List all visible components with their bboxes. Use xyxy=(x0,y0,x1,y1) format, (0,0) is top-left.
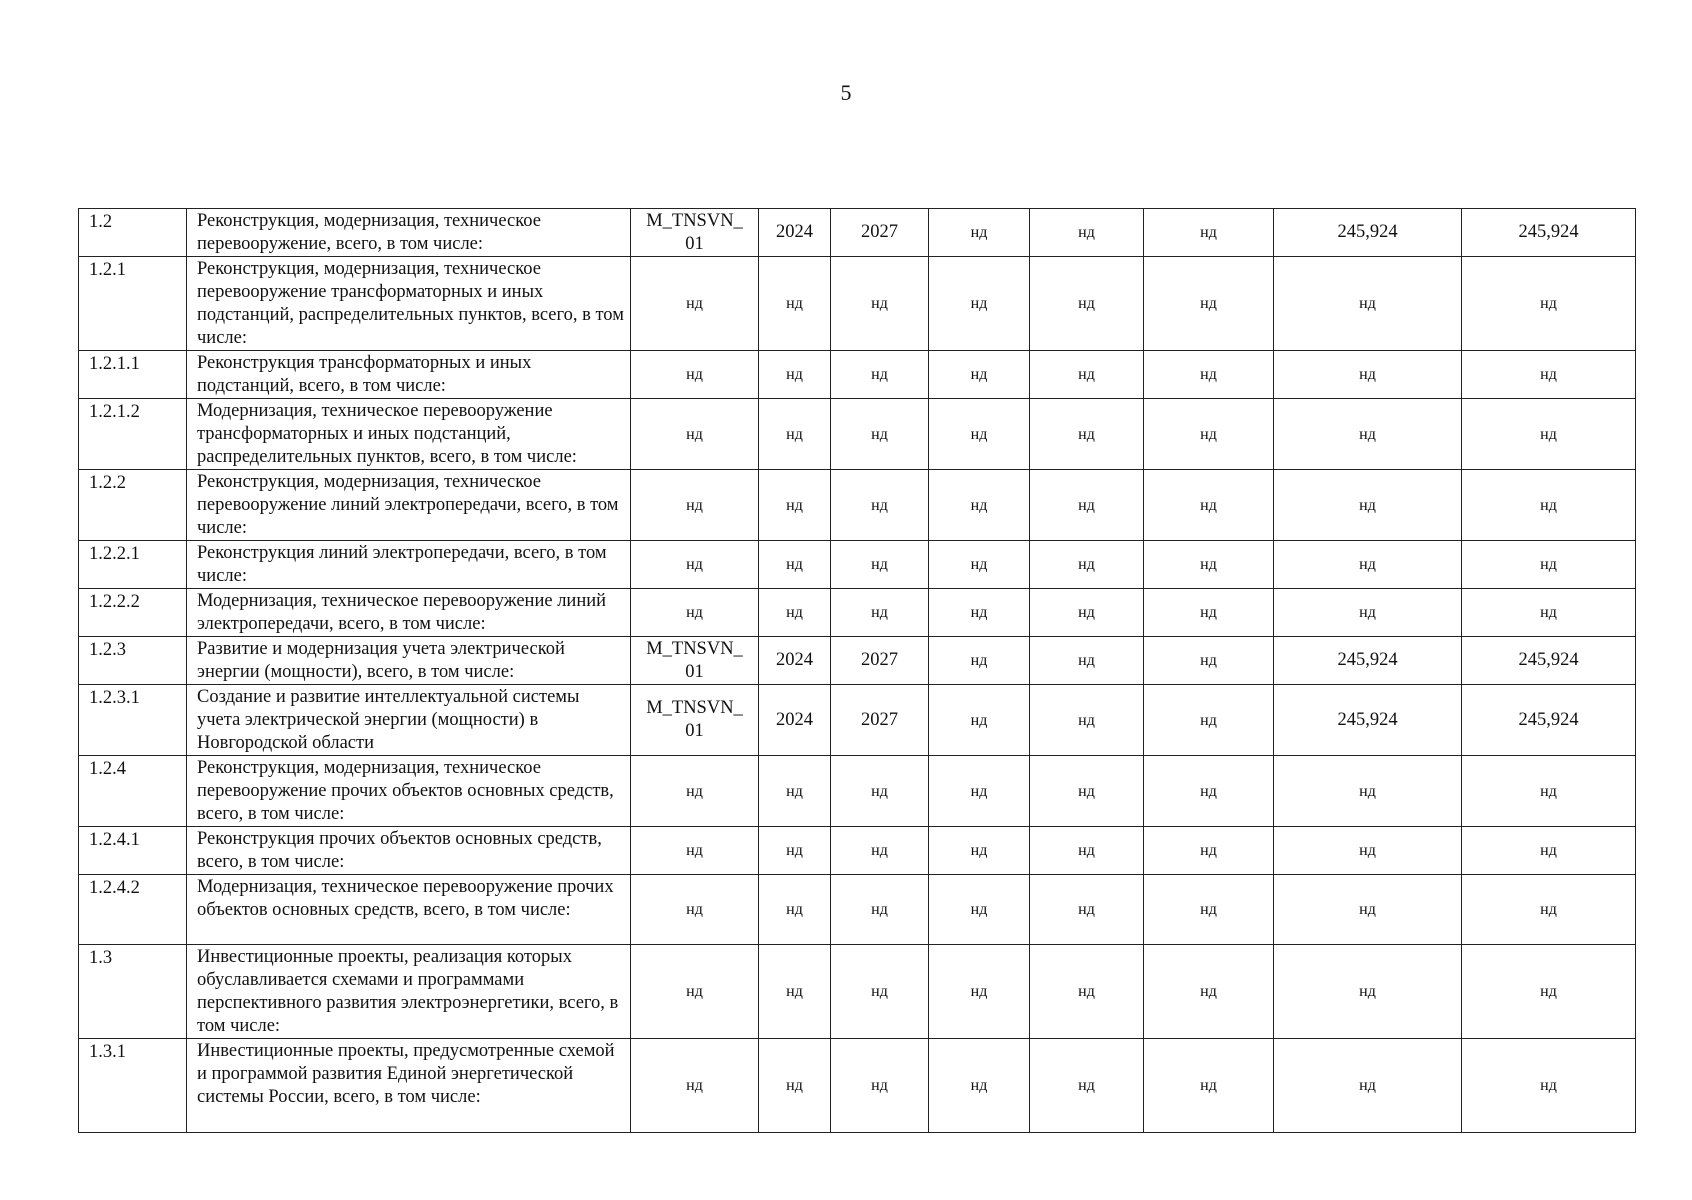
row-number: 1.2 xyxy=(79,209,187,257)
row-cell-2: нд xyxy=(1030,399,1144,470)
row-year-end: нд xyxy=(831,756,929,827)
row-number: 1.3.1 xyxy=(79,1039,187,1133)
row-cell-1: нд xyxy=(929,1039,1030,1133)
row-cell-3: нд xyxy=(1144,541,1274,589)
row-cell-2: нд xyxy=(1030,756,1144,827)
row-cell-1: нд xyxy=(929,589,1030,637)
row-name: Реконструкция прочих объектов основных средств, всего, в том числе: xyxy=(187,827,631,875)
row-name: Инвестиционные проекты, предусмотренные схемой и программой развития Единой энергетической системы России, всего, в том числе: xyxy=(187,1039,631,1133)
page-number: 5 xyxy=(840,80,852,105)
row-value-2: нд xyxy=(1462,827,1636,875)
row-cell-2: нд xyxy=(1030,351,1144,399)
row-name: Модернизация, техническое перевооружение линий электропередачи, всего, в том числе: xyxy=(187,589,631,637)
table-row xyxy=(79,541,1636,589)
row-cell-2: нд xyxy=(1030,827,1144,875)
row-cell-1: нд xyxy=(929,399,1030,470)
row-number: 1.2.4.2 xyxy=(79,875,187,945)
table-row xyxy=(79,827,1636,875)
row-cell-3: нд xyxy=(1144,945,1274,1039)
table-row xyxy=(79,637,1636,685)
table-row xyxy=(79,209,1636,257)
row-cell-2: нд xyxy=(1030,470,1144,541)
table-row xyxy=(79,257,1636,351)
row-cell-2: нд xyxy=(1030,945,1144,1039)
row-year-start: нд xyxy=(759,399,831,470)
row-cell-3: нд xyxy=(1144,637,1274,685)
row-number: 1.2.4.1 xyxy=(79,827,187,875)
row-cell-1: нд xyxy=(929,351,1030,399)
row-year-start: нд xyxy=(759,541,831,589)
row-cell-3: нд xyxy=(1144,589,1274,637)
row-year-start: 2024 xyxy=(759,637,831,685)
row-name: Развитие и модернизация учета электрической энергии (мощности), всего, в том числе: xyxy=(187,637,631,685)
row-cell-1: нд xyxy=(929,470,1030,541)
row-cell-2: нд xyxy=(1030,875,1144,945)
row-cell-3: нд xyxy=(1144,257,1274,351)
row-number: 1.3 xyxy=(79,945,187,1039)
row-cell-2: нд xyxy=(1030,637,1144,685)
row-year-end: 2027 xyxy=(831,209,929,257)
row-cell-3: нд xyxy=(1144,827,1274,875)
row-project-code: M_TNSVN_ 01 xyxy=(631,685,759,756)
row-cell-3: нд xyxy=(1144,470,1274,541)
row-value-1: 245,924 xyxy=(1274,637,1462,685)
row-year-end: нд xyxy=(831,257,929,351)
row-project-code: нд xyxy=(631,945,759,1039)
row-cell-1: нд xyxy=(929,827,1030,875)
row-value-2: нд xyxy=(1462,351,1636,399)
row-value-1: нд xyxy=(1274,589,1462,637)
row-value-1: нд xyxy=(1274,257,1462,351)
row-value-1: нд xyxy=(1274,945,1462,1039)
row-year-end: нд xyxy=(831,399,929,470)
row-year-start: нд xyxy=(759,257,831,351)
row-year-end: нд xyxy=(831,351,929,399)
row-value-1: нд xyxy=(1274,875,1462,945)
row-cell-3: нд xyxy=(1144,756,1274,827)
row-year-end: нд xyxy=(831,589,929,637)
row-year-start: нд xyxy=(759,470,831,541)
row-project-code: M_TNSVN_ 01 xyxy=(631,209,759,257)
table-row xyxy=(79,945,1636,1039)
row-value-1: 245,924 xyxy=(1274,209,1462,257)
row-name: Реконструкция, модернизация, техническое перевооружение трансформаторных и иных подстанций, распределительных пунктов, всего, в том числе: xyxy=(187,257,631,351)
row-year-start: нд xyxy=(759,875,831,945)
row-value-1: нд xyxy=(1274,470,1462,541)
row-cell-3: нд xyxy=(1144,351,1274,399)
row-cell-3: нд xyxy=(1144,399,1274,470)
row-name: Реконструкция, модернизация, техническое перевооружение линий электропередачи, всего, в том числе: xyxy=(187,470,631,541)
row-value-1: нд xyxy=(1274,351,1462,399)
table-row xyxy=(79,399,1636,470)
row-cell-3: нд xyxy=(1144,1039,1274,1133)
row-cell-2: нд xyxy=(1030,209,1144,257)
table-row xyxy=(79,875,1636,945)
row-value-2: 245,924 xyxy=(1462,637,1636,685)
row-value-2: нд xyxy=(1462,470,1636,541)
row-cell-2: нд xyxy=(1030,589,1144,637)
row-project-code: нд xyxy=(631,541,759,589)
row-name: Реконструкция, модернизация, техническое перевооружение, всего, в том числе: xyxy=(187,209,631,257)
row-cell-3: нд xyxy=(1144,685,1274,756)
row-year-start: 2024 xyxy=(759,209,831,257)
row-value-1: нд xyxy=(1274,399,1462,470)
row-cell-1: нд xyxy=(929,637,1030,685)
row-project-code: нд xyxy=(631,257,759,351)
row-value-2: нд xyxy=(1462,257,1636,351)
row-name: Реконструкция трансформаторных и иных подстанций, всего, в том числе: xyxy=(187,351,631,399)
row-cell-2: нд xyxy=(1030,541,1144,589)
row-name: Реконструкция, модернизация, техническое перевооружение прочих объектов основных средств, всего, в том числе: xyxy=(187,756,631,827)
row-year-start: нд xyxy=(759,1039,831,1133)
row-number: 1.2.1.2 xyxy=(79,399,187,470)
row-name: Инвестиционные проекты, реализация которых обуславливается схемами и программами перспективного развития электроэнергетики, всего, в том числе: xyxy=(187,945,631,1039)
row-cell-1: нд xyxy=(929,541,1030,589)
row-number: 1.2.3.1 xyxy=(79,685,187,756)
table-row xyxy=(79,351,1636,399)
row-value-2: нд xyxy=(1462,589,1636,637)
table-row xyxy=(79,756,1636,827)
row-name: Создание и развитие интеллектуальной системы учета электрической энергии (мощности) в Новгородской области xyxy=(187,685,631,756)
row-value-2: нд xyxy=(1462,756,1636,827)
row-number: 1.2.2.2 xyxy=(79,589,187,637)
row-cell-1: нд xyxy=(929,685,1030,756)
row-cell-1: нд xyxy=(929,875,1030,945)
row-year-start: нд xyxy=(759,589,831,637)
row-year-end: нд xyxy=(831,541,929,589)
row-name: Модернизация, техническое перевооружение трансформаторных и иных подстанций, распределительных пунктов, всего, в том числе: xyxy=(187,399,631,470)
row-number: 1.2.2 xyxy=(79,470,187,541)
row-cell-2: нд xyxy=(1030,257,1144,351)
row-project-code: нд xyxy=(631,589,759,637)
row-cell-3: нд xyxy=(1144,875,1274,945)
row-value-2: нд xyxy=(1462,945,1636,1039)
row-year-end: нд xyxy=(831,945,929,1039)
row-project-code: нд xyxy=(631,399,759,470)
table-row xyxy=(79,685,1636,756)
row-project-code: нд xyxy=(631,756,759,827)
row-project-code: нд xyxy=(631,470,759,541)
row-value-2: нд xyxy=(1462,875,1636,945)
row-value-2: нд xyxy=(1462,541,1636,589)
row-value-1: нд xyxy=(1274,1039,1462,1133)
row-value-2: 245,924 xyxy=(1462,685,1636,756)
row-value-1: 245,924 xyxy=(1274,685,1462,756)
row-value-2: нд xyxy=(1462,1039,1636,1133)
row-cell-1: нд xyxy=(929,209,1030,257)
table-row xyxy=(79,470,1636,541)
row-project-code: нд xyxy=(631,827,759,875)
row-year-end: нд xyxy=(831,827,929,875)
row-number: 1.2.1.1 xyxy=(79,351,187,399)
row-cell-1: нд xyxy=(929,945,1030,1039)
row-project-code: M_TNSVN_ 01 xyxy=(631,637,759,685)
row-year-start: нд xyxy=(759,945,831,1039)
row-number: 1.2.1 xyxy=(79,257,187,351)
row-year-start: нд xyxy=(759,351,831,399)
row-cell-1: нд xyxy=(929,756,1030,827)
row-year-start: 2024 xyxy=(759,685,831,756)
row-year-start: нд xyxy=(759,827,831,875)
table-row xyxy=(79,589,1636,637)
row-cell-2: нд xyxy=(1030,685,1144,756)
row-year-end: нд xyxy=(831,875,929,945)
row-number: 1.2.4 xyxy=(79,756,187,827)
row-year-end: 2027 xyxy=(831,685,929,756)
row-number: 1.2.3 xyxy=(79,637,187,685)
row-project-code: нд xyxy=(631,875,759,945)
row-project-code: нд xyxy=(631,351,759,399)
investment-table xyxy=(78,208,1636,1133)
row-value-1: нд xyxy=(1274,541,1462,589)
row-value-2: нд xyxy=(1462,399,1636,470)
row-value-2: 245,924 xyxy=(1462,209,1636,257)
row-name: Модернизация, техническое перевооружение прочих объектов основных средств, всего, в том числе: xyxy=(187,875,631,945)
row-name: Реконструкция линий электропередачи, всего, в том числе: xyxy=(187,541,631,589)
row-year-end: нд xyxy=(831,470,929,541)
row-value-1: нд xyxy=(1274,756,1462,827)
row-year-end: нд xyxy=(831,1039,929,1133)
row-value-1: нд xyxy=(1274,827,1462,875)
row-cell-1: нд xyxy=(929,257,1030,351)
row-project-code: нд xyxy=(631,1039,759,1133)
row-cell-2: нд xyxy=(1030,1039,1144,1133)
table-row xyxy=(79,1039,1636,1133)
row-year-start: нд xyxy=(759,756,831,827)
row-year-end: 2027 xyxy=(831,637,929,685)
row-number: 1.2.2.1 xyxy=(79,541,187,589)
row-cell-3: нд xyxy=(1144,209,1274,257)
